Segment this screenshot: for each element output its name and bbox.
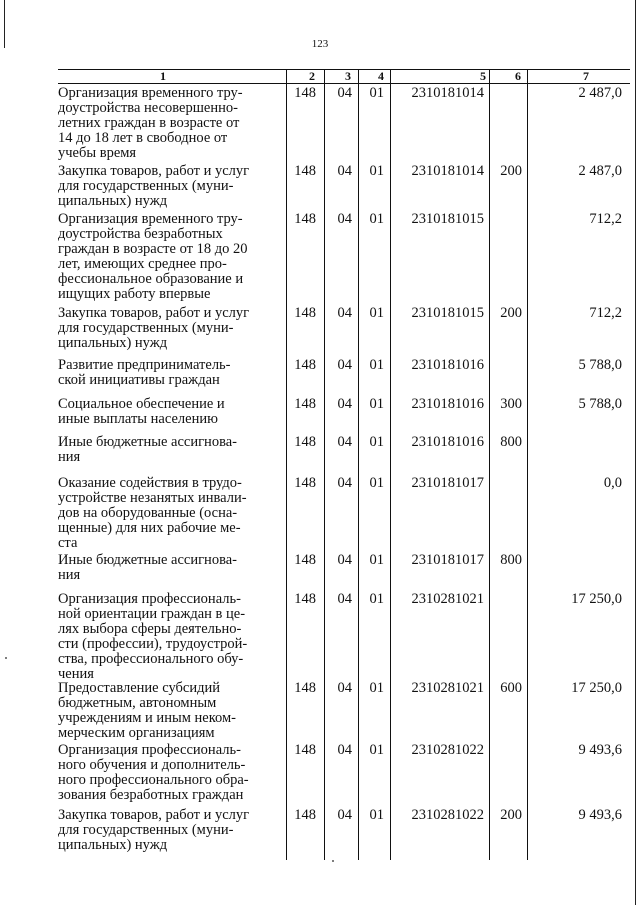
description-line: ного обучения и дополнитель-: [58, 757, 246, 773]
ministry-code: 148: [294, 680, 316, 696]
description-line: Организация временного тру-: [58, 85, 243, 101]
header-top-line: [58, 69, 630, 70]
description-line: ципальных) нужд: [58, 837, 168, 853]
subsection-code: 01: [369, 163, 384, 179]
subsection-code: 01: [369, 434, 384, 450]
subsection-code: 01: [369, 211, 384, 227]
description-line: ищущих работу впервые: [58, 286, 211, 302]
description-line: учреждениям и иным неком-: [58, 710, 236, 726]
amount: 2 487,0: [578, 163, 622, 179]
section-code: 04: [337, 163, 352, 179]
description-line: Оказание содействия в трудо-: [58, 475, 242, 491]
ministry-code: 148: [294, 396, 316, 412]
table-row: [0, 742, 640, 803]
table-row: [0, 305, 640, 351]
subsection-code: 01: [369, 591, 384, 607]
ministry-code: 148: [294, 85, 316, 101]
description-line: сти (профессии), трудоустрой-: [58, 636, 248, 652]
page-number: 123: [311, 38, 329, 50]
table-row: [0, 163, 640, 209]
description-line: граждан в возрасте от 18 до 20: [58, 241, 248, 257]
row-description: [58, 397, 282, 427]
amount: 5 788,0: [578, 396, 622, 412]
column-header: 2: [309, 69, 315, 83]
description-line: мерческим организациям: [58, 725, 215, 741]
target-article-code: 2310181017: [411, 475, 484, 491]
description-line: Иные бюджетные ассигнова-: [58, 552, 237, 568]
section-code: 04: [337, 396, 352, 412]
subsection-code: 01: [369, 680, 384, 696]
column-header: 6: [515, 69, 521, 83]
description-line: ста: [58, 535, 78, 551]
description-line: устройстве незанятых инвали-: [58, 490, 247, 506]
section-code: 04: [337, 807, 352, 823]
ministry-code: 148: [294, 305, 316, 321]
target-article-code: 2310181014: [411, 163, 484, 179]
description-line: для государственных (муни-: [58, 822, 234, 838]
description-line: Иные бюджетные ассигнова-: [58, 434, 237, 450]
expense-type-code: 200: [500, 163, 522, 179]
description-line: ципальных) нужд: [58, 335, 168, 351]
table-row: [0, 807, 640, 853]
column-header: 5: [480, 69, 486, 83]
description-line: зования безработных граждан: [58, 787, 244, 803]
description-line: лях выбора сферы деятельно-: [58, 621, 242, 637]
subsection-code: 01: [369, 552, 384, 568]
subsection-code: 01: [369, 85, 384, 101]
row-description: [58, 212, 282, 302]
expense-type-code: 800: [500, 552, 522, 568]
target-article-code: 2310181016: [411, 396, 484, 412]
target-article-code: 2310181016: [411, 434, 484, 450]
description-line: фессиональное образование и: [58, 271, 244, 287]
column-divider: [489, 70, 490, 860]
ministry-code: 148: [294, 434, 316, 450]
description-line: дов на оборудованные (осна-: [58, 505, 238, 521]
description-line: Социальное обеспечение и: [58, 396, 225, 412]
section-code: 04: [337, 680, 352, 696]
target-article-code: 2310181014: [411, 85, 484, 101]
column-header: 3: [345, 69, 351, 83]
description-line: ства, профессионального обу-: [58, 651, 244, 667]
description-line: ного профессионального обра-: [58, 772, 249, 788]
target-article-code: 2310281021: [411, 680, 484, 696]
amount: 2 487,0: [578, 85, 622, 101]
ministry-code: 148: [294, 475, 316, 491]
description-line: доустройства несовершенно-: [58, 100, 238, 116]
amount: 9 493,6: [578, 742, 622, 758]
description-line: Закупка товаров, работ и услуг: [58, 807, 250, 823]
ministry-code: 148: [294, 807, 316, 823]
description-line: ской инициативы граждан: [58, 372, 220, 388]
section-code: 04: [337, 552, 352, 568]
amount: 5 788,0: [578, 357, 622, 373]
description-line: ципальных) нужд: [58, 193, 168, 209]
row-description: [58, 164, 282, 209]
column-divider: [390, 70, 391, 860]
ministry-code: 148: [294, 552, 316, 568]
row-description: [58, 553, 282, 583]
table-row: [0, 357, 640, 388]
description-line: доустройства безработных: [58, 226, 223, 242]
column-divider: [358, 70, 359, 860]
table-row: [0, 211, 640, 302]
table-row: [0, 680, 640, 741]
subsection-code: 01: [369, 357, 384, 373]
left-margin-line: [4, 0, 5, 48]
description-line: чения: [58, 666, 94, 682]
table-row: [0, 85, 640, 161]
row-description: [58, 681, 282, 741]
section-code: 04: [337, 591, 352, 607]
description-line: Организация временного тру-: [58, 211, 243, 227]
description-line: летних граждан в возрасте от: [58, 115, 240, 131]
target-article-code: 2310281022: [411, 742, 484, 758]
ministry-code: 148: [294, 357, 316, 373]
target-article-code: 2310181017: [411, 552, 484, 568]
description-line: бюджетным, автономным: [58, 695, 217, 711]
description-line: Организация профессиональ-: [58, 591, 241, 607]
amount: 9 493,6: [578, 807, 622, 823]
amount: 0,0: [603, 475, 622, 491]
table-row: [0, 552, 640, 583]
section-code: 04: [337, 211, 352, 227]
ministry-code: 148: [294, 163, 316, 179]
description-line: 14 до 18 лет в свободное от: [58, 130, 228, 146]
row-description: [58, 592, 282, 682]
row-description: [58, 476, 282, 551]
section-code: 04: [337, 475, 352, 491]
column-divider: [286, 70, 287, 860]
column-divider: [324, 70, 325, 860]
header-bottom-line: [58, 83, 630, 84]
table-row: [0, 591, 640, 682]
target-article-code: 2310181016: [411, 357, 484, 373]
section-code: 04: [337, 357, 352, 373]
column-header: 7: [583, 69, 589, 83]
expense-type-code: 200: [500, 807, 522, 823]
subsection-code: 01: [369, 742, 384, 758]
subsection-code: 01: [369, 396, 384, 412]
amount: 17 250,0: [571, 680, 622, 696]
target-article-code: 2310281022: [411, 807, 484, 823]
target-article-code: 2310281021: [411, 591, 484, 607]
right-margin-line: [635, 0, 636, 905]
description-line: ной ориентации граждан в це-: [58, 606, 246, 622]
scan-speck: [5, 657, 7, 659]
description-line: ния: [58, 567, 81, 583]
expense-type-code: 800: [500, 434, 522, 450]
scan-speck: [332, 860, 334, 862]
expense-type-code: 600: [500, 680, 522, 696]
column-header: 4: [378, 69, 384, 83]
amount: 712,2: [589, 211, 622, 227]
subsection-code: 01: [369, 807, 384, 823]
description-line: лет, имеющих среднее про-: [58, 256, 227, 272]
description-line: для государственных (муни-: [58, 320, 234, 336]
row-description: [58, 306, 282, 351]
description-line: Закупка товаров, работ и услуг: [58, 163, 250, 179]
column-header: 1: [160, 69, 166, 83]
column-divider: [527, 70, 528, 860]
amount: 712,2: [589, 305, 622, 321]
expense-type-code: 300: [500, 396, 522, 412]
table-row: [0, 475, 640, 551]
description-line: Закупка товаров, работ и услуг: [58, 305, 250, 321]
subsection-code: 01: [369, 475, 384, 491]
row-description: [58, 743, 282, 803]
row-description: [58, 808, 282, 853]
description-line: Организация профессиональ-: [58, 742, 241, 758]
target-article-code: 2310181015: [411, 305, 484, 321]
description-line: иные выплаты населению: [58, 411, 218, 427]
section-code: 04: [337, 434, 352, 450]
description-line: ния: [58, 449, 81, 465]
description-line: Развитие предприниматель-: [58, 357, 231, 373]
description-line: щенные) для них рабочие ме-: [58, 520, 241, 536]
description-line: Предоставление субсидий: [58, 680, 221, 696]
description-line: для государственных (муни-: [58, 178, 234, 194]
section-code: 04: [337, 85, 352, 101]
row-description: [58, 86, 282, 161]
subsection-code: 01: [369, 305, 384, 321]
description-line: учебы время: [58, 145, 137, 161]
ministry-code: 148: [294, 591, 316, 607]
ministry-code: 148: [294, 742, 316, 758]
section-code: 04: [337, 305, 352, 321]
section-code: 04: [337, 742, 352, 758]
row-description: [58, 435, 282, 465]
expense-type-code: 200: [500, 305, 522, 321]
table-row: [0, 434, 640, 465]
amount: 17 250,0: [571, 591, 622, 607]
table-row: [0, 396, 640, 427]
row-description: [58, 358, 282, 388]
target-article-code: 2310181015: [411, 211, 484, 227]
ministry-code: 148: [294, 211, 316, 227]
